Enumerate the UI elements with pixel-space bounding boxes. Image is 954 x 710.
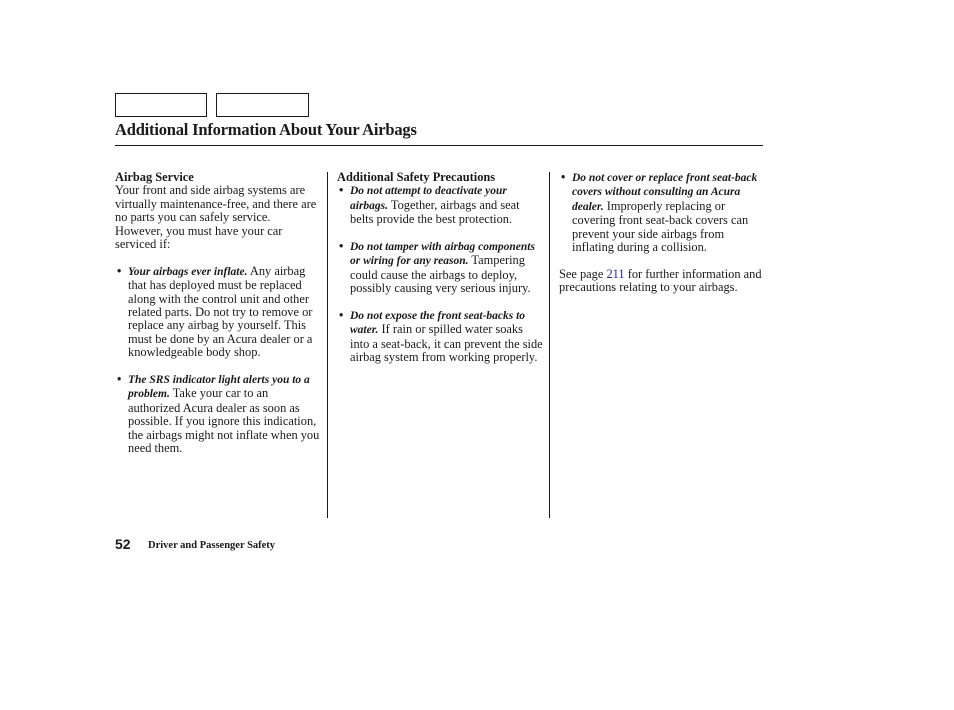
bullet-icon: • (561, 170, 566, 184)
column-divider-2 (549, 172, 550, 518)
item-text: Tampering could cause the airbags to deploy, possibly causing very serious injury. (350, 253, 531, 296)
see-page-prefix: See page (559, 266, 607, 281)
section-name: Driver and Passenger Safety (148, 540, 276, 551)
item-lead: Do not cover or replace front seat-back covers without consulting an Acura dealer. (572, 172, 758, 213)
item-lead: Do not tamper with airbag components or wiring for any reason. (350, 241, 535, 268)
column-continued (559, 171, 763, 295)
list-item (337, 240, 543, 296)
header-tab-left (115, 93, 207, 117)
header-tab-right (216, 93, 309, 117)
item-text: Take your car to an authorized Acura dealer as soon as possible. If you ignore this indication, the airbags might not inflate when you need them. (128, 386, 320, 456)
safety-precautions-heading: Additional Safety Precautions (337, 170, 496, 184)
page-link[interactable]: 211 (606, 266, 625, 281)
title-rule (115, 145, 763, 146)
list-item (337, 184, 543, 226)
list-item (559, 171, 763, 254)
column-airbag-service (115, 171, 321, 456)
column-divider-1 (327, 172, 328, 518)
page-number: 52 (115, 536, 131, 552)
bullet-icon: • (117, 372, 122, 387)
item-text: Any airbag that has deployed must be replaced along with the control unit and other related parts. Do not try to remove or replace any airbag by yourself. This must be done by an Acura dealer or a knowledgeable body shop. (128, 263, 313, 360)
airbag-service-heading: Airbag Service (115, 170, 194, 184)
item-text: If rain or spilled water soaks into a seat-back, it can prevent the side airbag system from working properly. (350, 322, 543, 365)
item-lead: The SRS indicator light alerts you to a problem. (128, 374, 310, 401)
bullet-icon: • (339, 239, 344, 254)
item-lead: Do not attempt to deactivate your airbags. (350, 185, 507, 212)
page-title: Additional Information About Your Airbags (115, 120, 417, 139)
see-page-paragraph (559, 268, 763, 295)
bullet-icon: • (339, 308, 344, 323)
list-item (337, 309, 543, 365)
item-lead: Your airbags ever inflate. (128, 265, 248, 278)
list-item (115, 265, 321, 360)
airbag-service-intro: Your front and side airbag systems are virtually maintenance-free, and there are no parts you can safely service. However, you must have your car serviced if: (115, 183, 317, 252)
item-lead: Do not expose the front seat-backs to water. (350, 310, 526, 337)
column-safety-precautions (337, 171, 543, 365)
item-text: Together, airbags and seat belts provide the best protection. (350, 197, 520, 227)
bullet-icon: • (117, 263, 122, 278)
see-page-suffix: for further information and precautions relating to your airbags. (559, 266, 762, 295)
bullet-icon: • (339, 183, 344, 198)
item-text: Improperly replacing or covering front seat-back covers can prevent your side airbags from inflating during a collision. (572, 198, 749, 255)
list-item (115, 373, 321, 455)
